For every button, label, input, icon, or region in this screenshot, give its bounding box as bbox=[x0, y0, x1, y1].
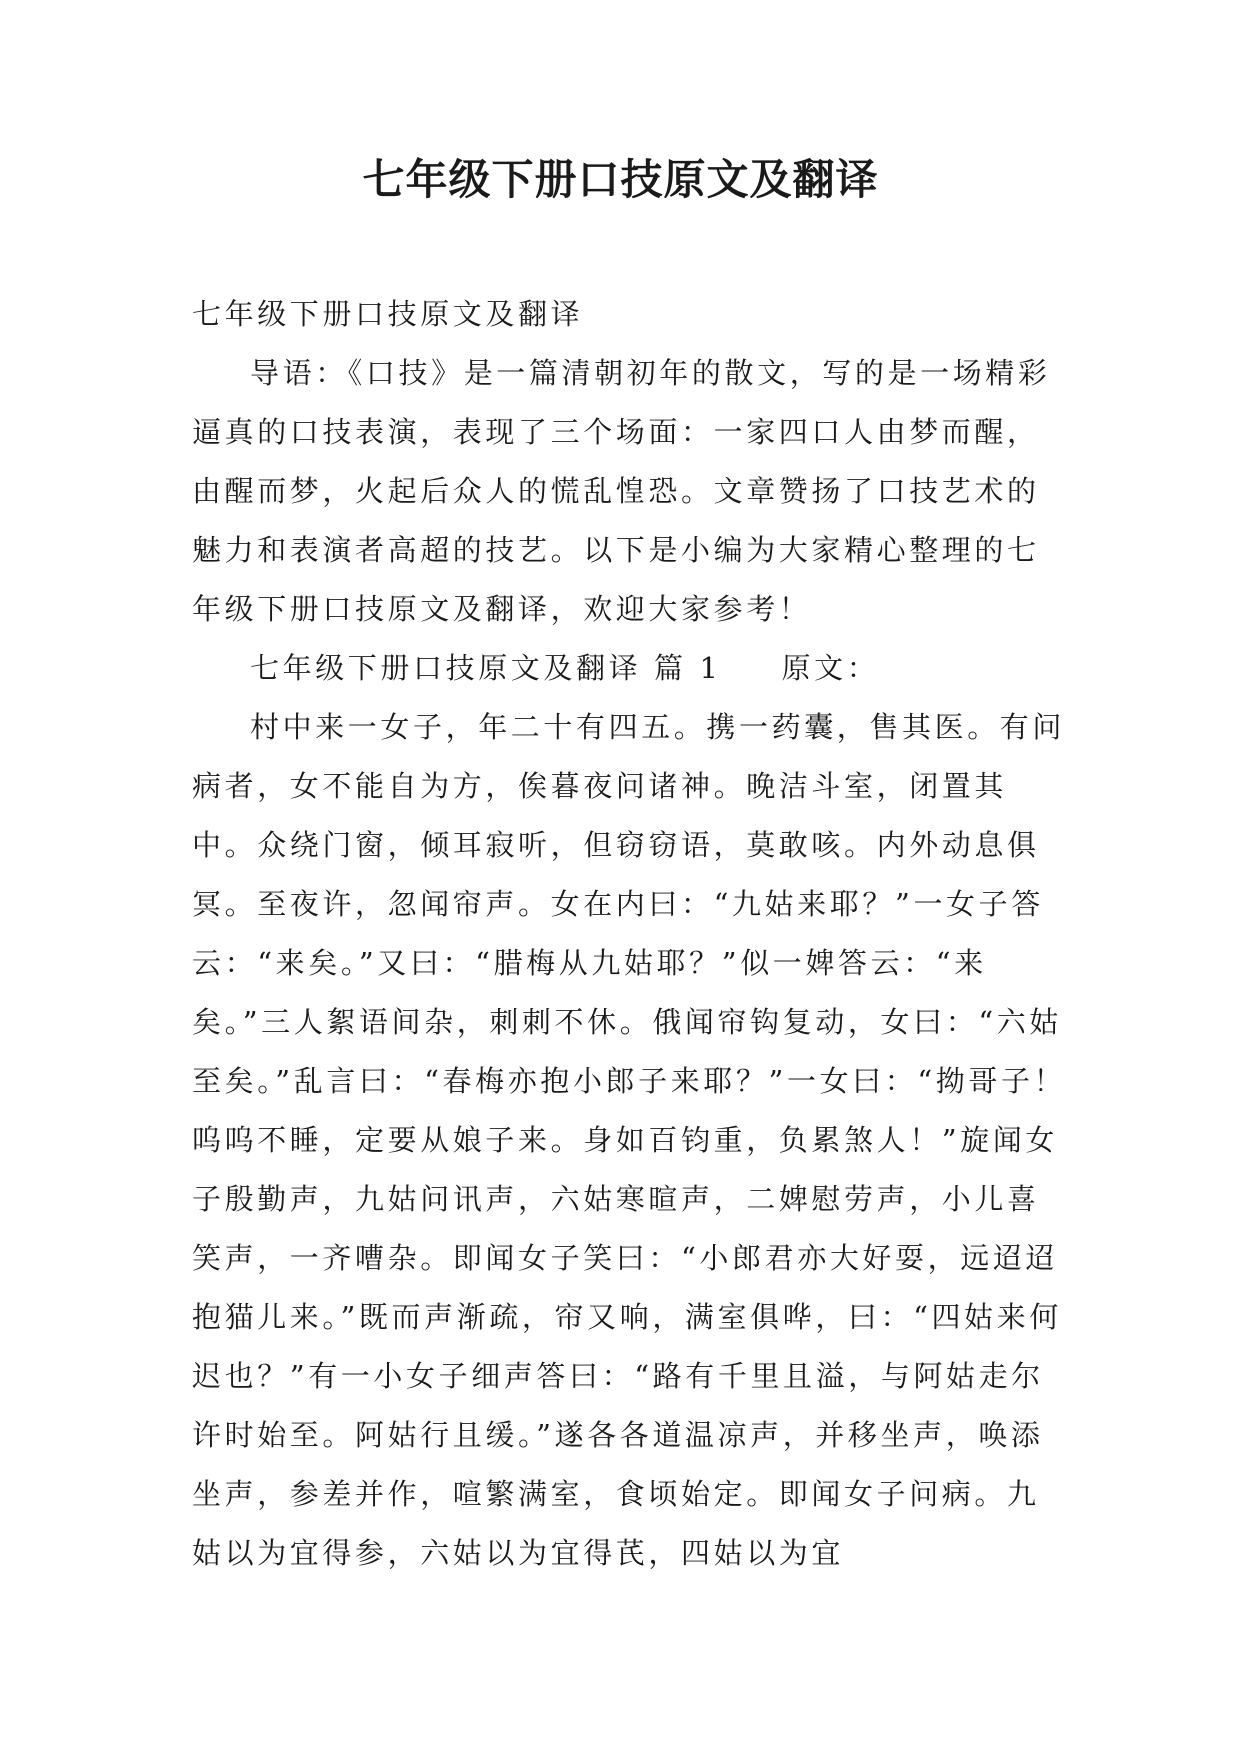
section-heading bbox=[192, 639, 1072, 698]
section-part-label: 篇 1 bbox=[654, 651, 722, 685]
intro-paragraph: 导语：《口技》是一篇清朝初年的散文，写的是一场精彩逼真的口技表演，表现了三个场面：一家四口人由梦而醒，由醒而梦，火起后众人的慌乱惶恐。文章赞扬了口技艺术的魅力和表演者高超的技艺。以下是小编为大家精心整理的七年级下册口技原文及翻译，欢迎大家参考！ bbox=[192, 356, 1051, 626]
document-body bbox=[192, 285, 1072, 1583]
section-sub-label: 原文： bbox=[781, 651, 880, 685]
document-title: 七年级下册口技原文及翻译 bbox=[362, 155, 879, 204]
subtitle-line: 七年级下册口技原文及翻译 bbox=[192, 297, 584, 331]
original-text-paragraph: 村中来一女子，年二十有四五。携一药囊，售其医。有问病者，女不能自为方，俟暮夜问诸神。晚洁斗室，闭置其中。众绕门窗，倾耳寂听，但窃窃语，莫敢咳。内外动息俱冥。至夜许，忽闻帘声。女在内曰：“九姑来耶？”一女子答云：“来矣。”又曰：“腊梅从九姑耶？”似一婢答云：“来矣。”三人絮语间杂，刺刺不休。俄闻帘钩复动，女曰：“六姑至矣。”乱言曰：“春梅亦抱小郎子来耶？”一女曰：“拗哥子！呜呜不睡，定要从娘子来。身如百钧重，负累煞人！”旋闻女子殷勤声，九姑问讯声，六姑寒暄声，二婢慰劳声，小儿喜笑声，一齐嘈杂。即闻女子笑曰：“小郎君亦大好耍，远迢迢抱猫儿来。”既而声渐疏，帘又响，满室俱哗，曰：“四姑来何迟也？”有一小女子细声答曰：“路有千里且溢，与阿姑走尔许时始至。阿姑行且缓。”遂各各道温凉声，并移坐声，唤添坐声，参差并作，喧繁满室，食顷始定。即闻女子问病。九姑以为宜得参，六姑以为宜得芪，四姑以为宜 bbox=[192, 710, 1067, 1570]
section-heading-label: 七年级下册口技原文及翻译 bbox=[250, 651, 642, 685]
